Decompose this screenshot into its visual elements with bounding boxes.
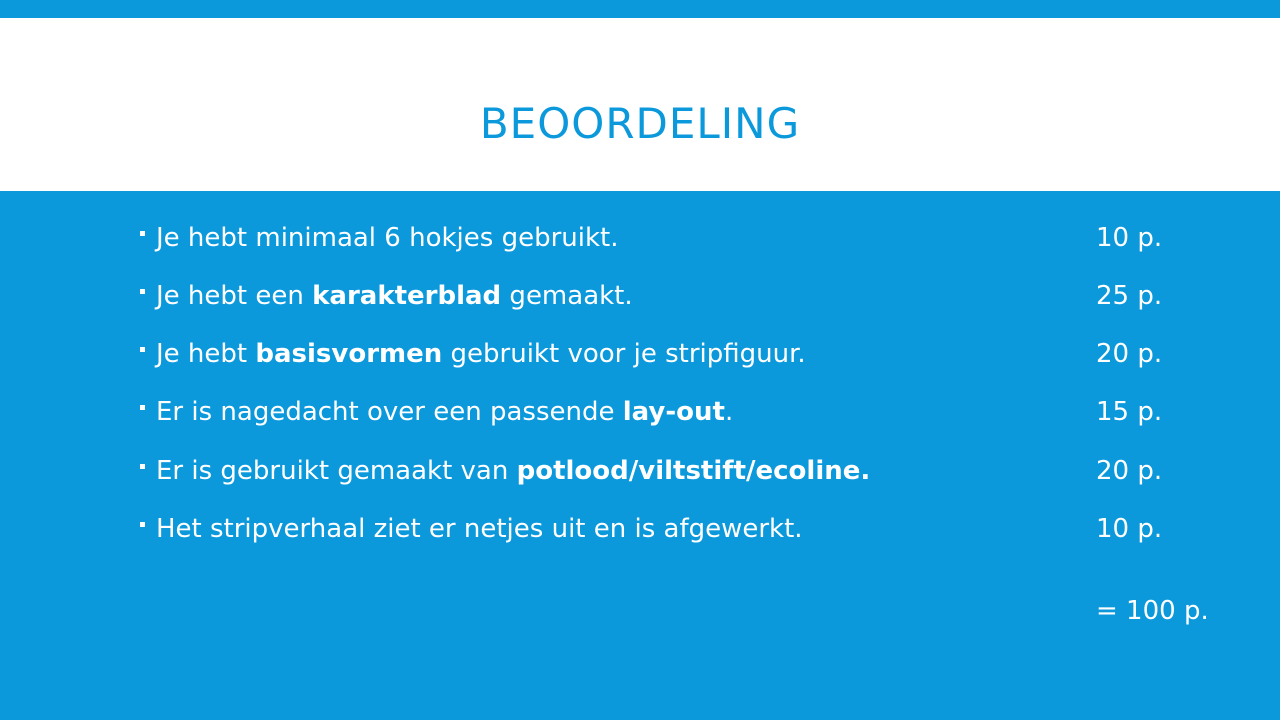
criterion-text-pre: Er is gebruikt gemaakt van	[156, 456, 517, 486]
criterion-points: 20 p.	[1096, 339, 1163, 369]
criterion-item	[0, 506, 1280, 552]
criterion-text	[156, 448, 870, 494]
square-bullet-icon	[140, 231, 145, 236]
square-bullet-icon	[140, 522, 145, 527]
criterion-text-bold: lay-out	[622, 397, 725, 427]
slide-title: BEOORDELING	[479, 99, 801, 148]
criterion-text	[156, 389, 733, 435]
square-bullet-icon	[140, 464, 145, 469]
criterion-text	[156, 331, 806, 377]
criterion-item	[0, 215, 1280, 261]
criterion-item	[0, 331, 1280, 377]
square-bullet-icon	[140, 289, 145, 294]
criterion-text-pre: Het stripverhaal ziet er netjes uit en is afgewerkt.	[156, 514, 803, 544]
top-accent-band	[0, 0, 1280, 18]
criterion-text-pre: Je hebt een	[156, 281, 313, 311]
criterion-text	[156, 506, 803, 552]
criterion-text	[156, 273, 633, 319]
criterion-text-bold: potlood/viltstift/ecoline.	[516, 456, 871, 486]
criterion-text-post: gebruikt voor je stripfiguur.	[442, 339, 806, 369]
title-area	[0, 18, 1280, 191]
content-area	[0, 191, 1280, 720]
criterion-text	[156, 215, 619, 261]
criterion-text-bold: karakterblad	[312, 281, 502, 311]
criterion-points: 20 p.	[1096, 456, 1163, 486]
criterion-text-post: .	[724, 397, 734, 427]
criterion-item	[0, 273, 1280, 319]
criterion-points: 10 p.	[1096, 223, 1163, 253]
total-points: = 100 p.	[1096, 596, 1209, 626]
criterion-item	[0, 448, 1280, 494]
criterion-text-post: gemaakt.	[501, 281, 633, 311]
criterion-points: 15 p.	[1096, 397, 1163, 427]
criterion-item	[0, 389, 1280, 435]
criterion-text-pre: Je hebt minimaal 6 hokjes gebruikt.	[156, 223, 619, 253]
criterion-points: 10 p.	[1096, 514, 1163, 544]
square-bullet-icon	[140, 405, 145, 410]
criterion-text-pre: Er is nagedacht over een passende	[156, 397, 623, 427]
criterion-points: 25 p.	[1096, 281, 1163, 311]
square-bullet-icon	[140, 347, 145, 352]
criterion-text-pre: Je hebt	[156, 339, 256, 369]
criterion-text-bold: basisvormen	[255, 339, 443, 369]
